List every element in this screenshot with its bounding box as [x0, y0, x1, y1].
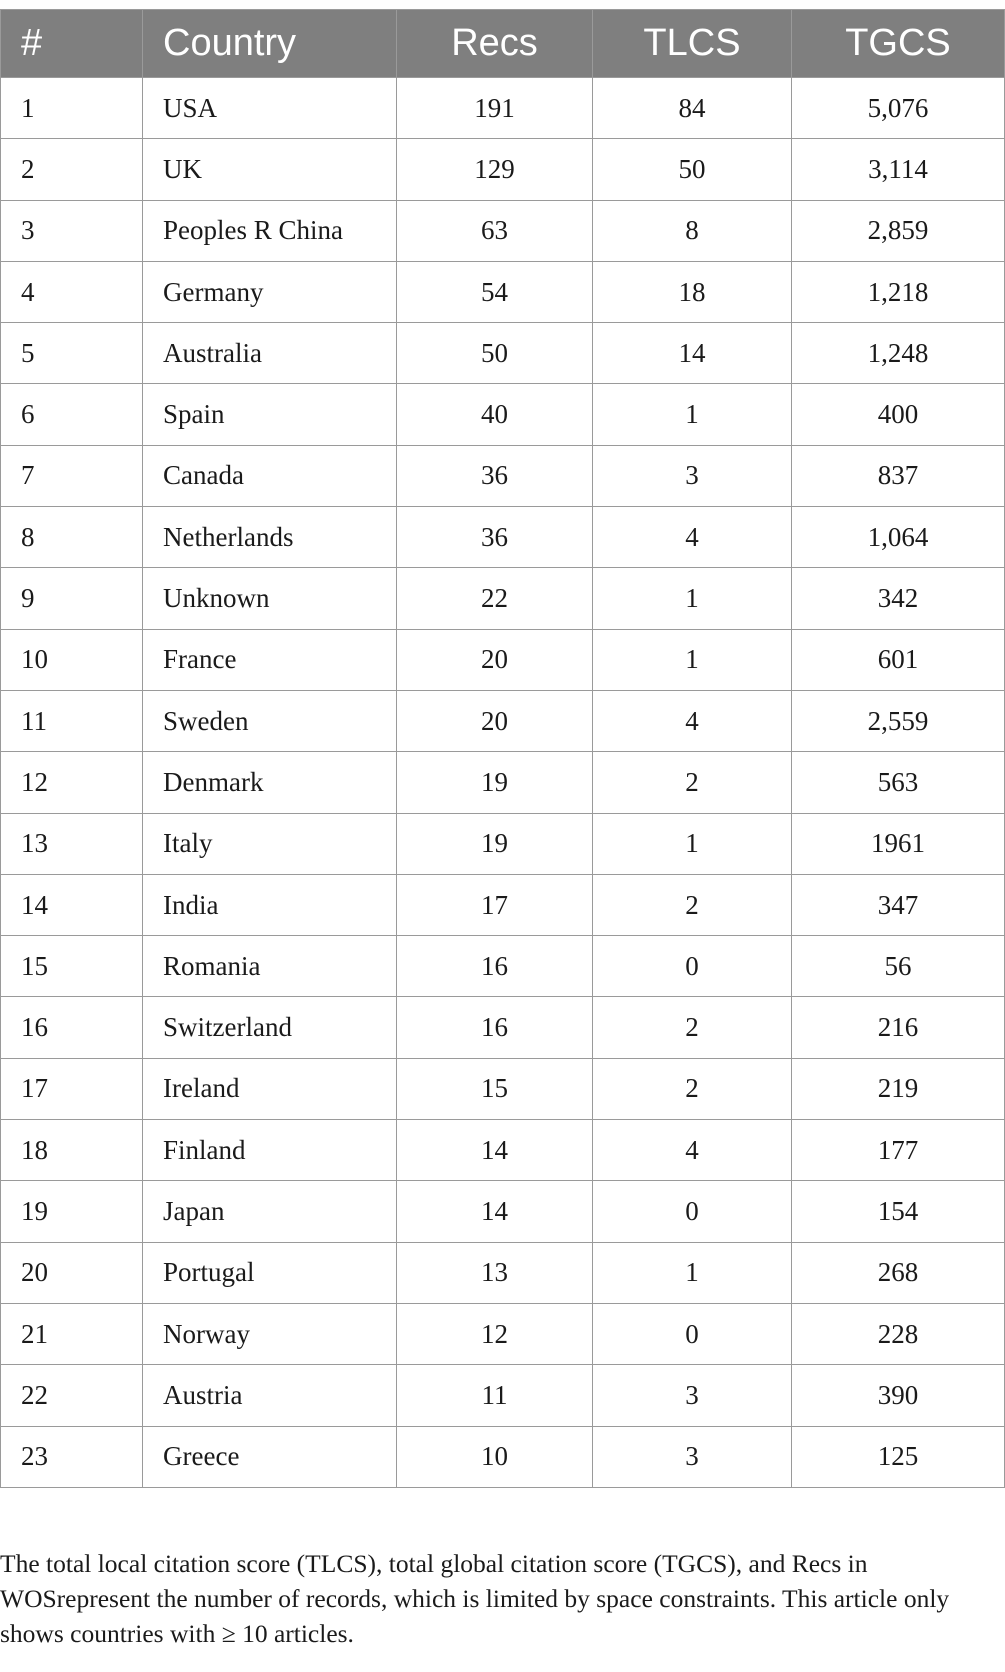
cell-rank: 7 — [1, 445, 143, 506]
cell-rank: 19 — [1, 1181, 143, 1242]
table-row — [1, 1120, 1005, 1181]
cell-rank: 15 — [1, 936, 143, 997]
cell-tlcs: 2 — [593, 752, 792, 813]
table-header-row — [1, 10, 1005, 78]
cell-country: Norway — [143, 1303, 397, 1364]
cell-tgcs: 400 — [792, 384, 1005, 445]
cell-country: India — [143, 874, 397, 935]
cell-country: Netherlands — [143, 507, 397, 568]
header-country: Country — [143, 10, 397, 78]
cell-rank: 11 — [1, 690, 143, 751]
cell-country: Ireland — [143, 1058, 397, 1119]
table-row — [1, 629, 1005, 690]
cell-country: UK — [143, 139, 397, 200]
cell-tlcs: 8 — [593, 200, 792, 261]
table-row — [1, 690, 1005, 751]
cell-recs: 20 — [397, 690, 593, 751]
table-row — [1, 1242, 1005, 1303]
cell-rank: 17 — [1, 1058, 143, 1119]
table-row — [1, 384, 1005, 445]
cell-country: Peoples R China — [143, 200, 397, 261]
cell-country: Austria — [143, 1365, 397, 1426]
cell-recs: 54 — [397, 261, 593, 322]
cell-country: Denmark — [143, 752, 397, 813]
cell-tgcs: 177 — [792, 1120, 1005, 1181]
cell-rank: 16 — [1, 997, 143, 1058]
table-row — [1, 1365, 1005, 1426]
cell-recs: 13 — [397, 1242, 593, 1303]
cell-tgcs: 228 — [792, 1303, 1005, 1364]
cell-tlcs: 2 — [593, 997, 792, 1058]
cell-recs: 36 — [397, 507, 593, 568]
table-row — [1, 78, 1005, 139]
cell-country: France — [143, 629, 397, 690]
cell-tlcs: 1 — [593, 813, 792, 874]
cell-tlcs: 18 — [593, 261, 792, 322]
cell-tgcs: 125 — [792, 1426, 1005, 1487]
cell-tgcs: 219 — [792, 1058, 1005, 1119]
cell-tlcs: 4 — [593, 1120, 792, 1181]
table-row — [1, 1058, 1005, 1119]
cell-recs: 19 — [397, 752, 593, 813]
table-row — [1, 874, 1005, 935]
cell-rank: 18 — [1, 1120, 143, 1181]
cell-rank: 3 — [1, 200, 143, 261]
cell-recs: 14 — [397, 1120, 593, 1181]
cell-country: Romania — [143, 936, 397, 997]
cell-tgcs: 563 — [792, 752, 1005, 813]
table-row — [1, 752, 1005, 813]
cell-recs: 191 — [397, 78, 593, 139]
cell-tgcs: 2,559 — [792, 690, 1005, 751]
cell-tgcs: 837 — [792, 445, 1005, 506]
cell-tlcs: 1 — [593, 1242, 792, 1303]
cell-country: Spain — [143, 384, 397, 445]
cell-country: Sweden — [143, 690, 397, 751]
cell-rank: 22 — [1, 1365, 143, 1426]
cell-recs: 40 — [397, 384, 593, 445]
cell-country: Portugal — [143, 1242, 397, 1303]
cell-tgcs: 390 — [792, 1365, 1005, 1426]
cell-tgcs: 601 — [792, 629, 1005, 690]
cell-tgcs: 3,114 — [792, 139, 1005, 200]
cell-tlcs: 1 — [593, 384, 792, 445]
cell-tlcs: 14 — [593, 323, 792, 384]
cell-recs: 15 — [397, 1058, 593, 1119]
cell-recs: 17 — [397, 874, 593, 935]
cell-country: Canada — [143, 445, 397, 506]
cell-country: Switzerland — [143, 997, 397, 1058]
header-rank: # — [1, 10, 143, 78]
cell-country: Unknown — [143, 568, 397, 629]
table-row — [1, 997, 1005, 1058]
cell-country: Japan — [143, 1181, 397, 1242]
cell-recs: 10 — [397, 1426, 593, 1487]
cell-tgcs: 216 — [792, 997, 1005, 1058]
cell-recs: 36 — [397, 445, 593, 506]
table-footnote: The total local citation score (TLCS), total global citation score (TGCS), and Recs in WOSrepresent the number of records, which is limited by space constraints. This article only shows countries with ≥ 10 articles. — [0, 1549, 950, 1648]
header-tlcs: TLCS — [593, 10, 792, 78]
cell-rank: 8 — [1, 507, 143, 568]
cell-tgcs: 1,064 — [792, 507, 1005, 568]
cell-tlcs: 1 — [593, 568, 792, 629]
header-recs: Recs — [397, 10, 593, 78]
cell-country: Germany — [143, 261, 397, 322]
cell-tgcs: 1,248 — [792, 323, 1005, 384]
cell-country: Finland — [143, 1120, 397, 1181]
table-row — [1, 445, 1005, 506]
cell-tlcs: 50 — [593, 139, 792, 200]
table-row — [1, 507, 1005, 568]
cell-rank: 6 — [1, 384, 143, 445]
cell-rank: 1 — [1, 78, 143, 139]
table-row — [1, 1426, 1005, 1487]
cell-tgcs: 154 — [792, 1181, 1005, 1242]
cell-tlcs: 4 — [593, 507, 792, 568]
cell-recs: 16 — [397, 997, 593, 1058]
table-row — [1, 200, 1005, 261]
cell-rank: 12 — [1, 752, 143, 813]
cell-recs: 129 — [397, 139, 593, 200]
cell-recs: 22 — [397, 568, 593, 629]
cell-rank: 2 — [1, 139, 143, 200]
cell-tgcs: 347 — [792, 874, 1005, 935]
cell-tlcs: 3 — [593, 1365, 792, 1426]
cell-tlcs: 4 — [593, 690, 792, 751]
cell-rank: 21 — [1, 1303, 143, 1364]
cell-recs: 16 — [397, 936, 593, 997]
table-row — [1, 139, 1005, 200]
cell-recs: 63 — [397, 200, 593, 261]
table-row — [1, 813, 1005, 874]
cell-rank: 23 — [1, 1426, 143, 1487]
cell-rank: 9 — [1, 568, 143, 629]
cell-tgcs: 1,218 — [792, 261, 1005, 322]
cell-rank: 5 — [1, 323, 143, 384]
cell-tlcs: 3 — [593, 445, 792, 506]
country-citation-table — [0, 9, 1005, 1488]
cell-rank: 14 — [1, 874, 143, 935]
cell-tlcs: 0 — [593, 1181, 792, 1242]
cell-tlcs: 0 — [593, 936, 792, 997]
cell-tlcs: 0 — [593, 1303, 792, 1364]
cell-tlcs: 84 — [593, 78, 792, 139]
cell-country: Greece — [143, 1426, 397, 1487]
cell-recs: 50 — [397, 323, 593, 384]
header-tgcs: TGCS — [792, 10, 1005, 78]
cell-tgcs: 268 — [792, 1242, 1005, 1303]
cell-country: Italy — [143, 813, 397, 874]
table-row — [1, 1181, 1005, 1242]
cell-rank: 13 — [1, 813, 143, 874]
cell-recs: 20 — [397, 629, 593, 690]
table-body — [1, 78, 1005, 1488]
cell-recs: 19 — [397, 813, 593, 874]
cell-country: USA — [143, 78, 397, 139]
table-row — [1, 261, 1005, 322]
cell-tgcs: 56 — [792, 936, 1005, 997]
cell-rank: 20 — [1, 1242, 143, 1303]
cell-tgcs: 342 — [792, 568, 1005, 629]
cell-tgcs: 5,076 — [792, 78, 1005, 139]
cell-rank: 4 — [1, 261, 143, 322]
cell-tlcs: 2 — [593, 874, 792, 935]
cell-tlcs: 3 — [593, 1426, 792, 1487]
cell-tlcs: 1 — [593, 629, 792, 690]
cell-recs: 12 — [397, 1303, 593, 1364]
cell-rank: 10 — [1, 629, 143, 690]
cell-recs: 11 — [397, 1365, 593, 1426]
cell-tlcs: 2 — [593, 1058, 792, 1119]
country-citation-table-container — [0, 9, 1005, 1488]
table-row — [1, 568, 1005, 629]
cell-tgcs: 2,859 — [792, 200, 1005, 261]
table-row — [1, 936, 1005, 997]
cell-recs: 14 — [397, 1181, 593, 1242]
table-row — [1, 1303, 1005, 1364]
cell-tgcs: 1961 — [792, 813, 1005, 874]
table-row — [1, 323, 1005, 384]
cell-country: Australia — [143, 323, 397, 384]
